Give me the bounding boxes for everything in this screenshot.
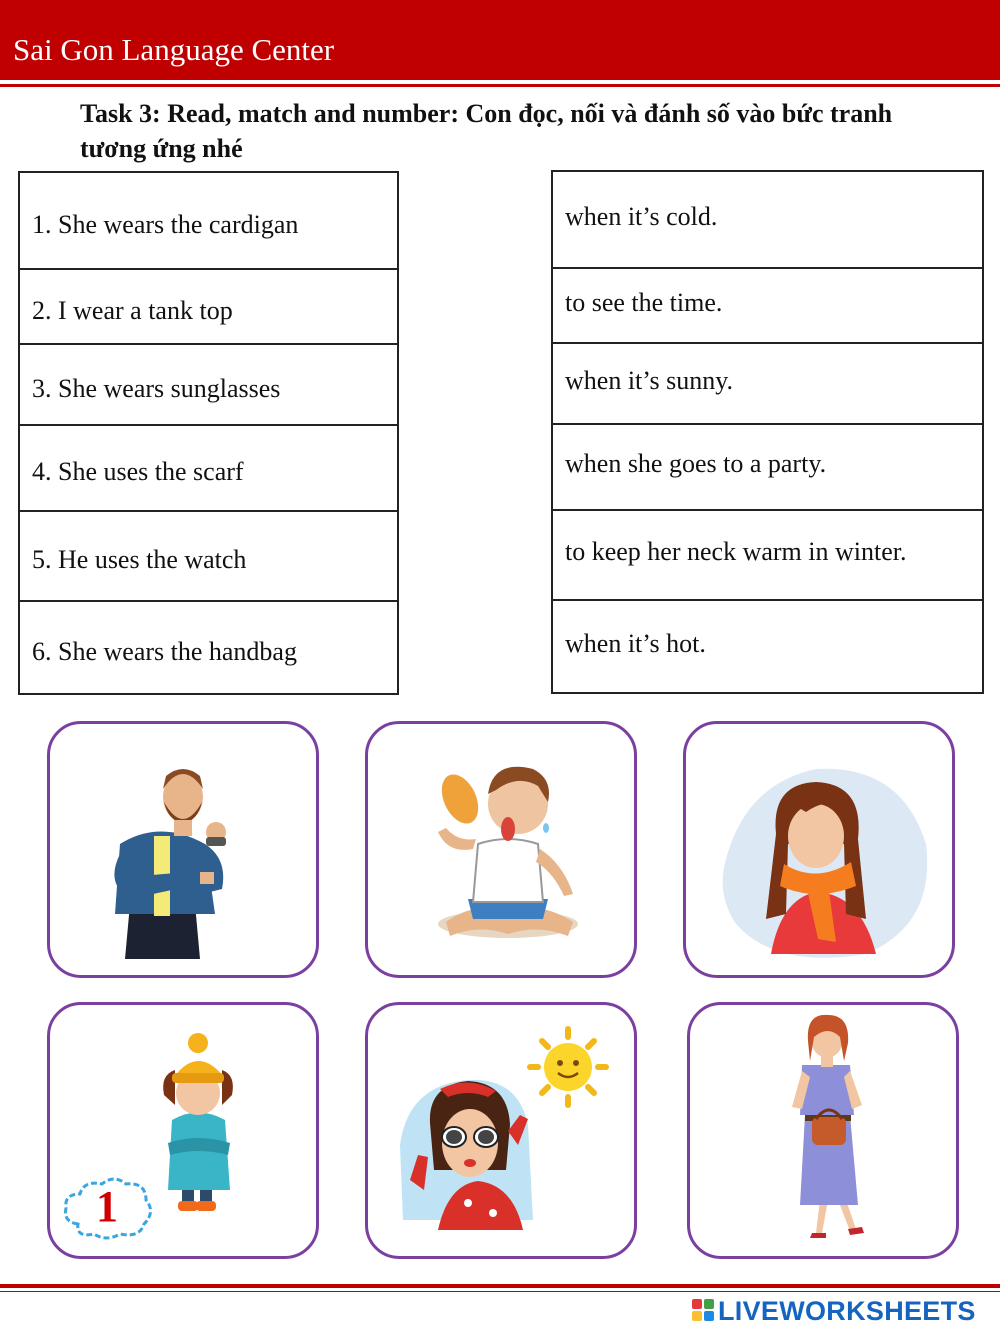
header-bar — [0, 0, 1000, 80]
footer-divider — [0, 1284, 1000, 1288]
example-answer-number: 1 — [96, 1182, 118, 1231]
sentence-end-table — [551, 170, 984, 694]
sentence-end-5[interactable]: to keep her neck warm in winter. — [552, 510, 983, 600]
liveworksheets-logo-icon — [692, 1299, 714, 1321]
sentence-start-2[interactable]: 2. I wear a tank top — [19, 269, 398, 344]
footer-divider-thin — [0, 1291, 1000, 1292]
picture-card-1[interactable] — [47, 721, 319, 978]
sentence-start-3[interactable]: 3. She wears sunglasses — [19, 344, 398, 425]
hot-boy-fanning-picture — [368, 724, 637, 978]
sentence-start-5[interactable]: 5. He uses the watch — [19, 511, 398, 601]
sentence-start-6[interactable]: 6. She wears the handbag — [19, 601, 398, 694]
picture-card-6[interactable] — [687, 1002, 959, 1259]
sentence-start-1[interactable]: 1. She wears the cardigan — [19, 172, 398, 269]
sentence-end-6[interactable]: when it’s hot. — [552, 600, 983, 693]
example-answer-badge — [60, 1172, 154, 1242]
sentence-end-3[interactable]: when it’s sunny. — [552, 343, 983, 424]
liveworksheets-logo-text: LIVEWORKSHEETS — [718, 1296, 976, 1326]
sun-icon — [530, 1029, 606, 1105]
picture-card-5[interactable] — [365, 1002, 637, 1259]
sentence-start-4[interactable]: 4. She uses the scarf — [19, 425, 398, 511]
liveworksheets-logo[interactable] — [692, 1294, 992, 1328]
woman-with-sunglasses-and-sun-picture — [368, 1005, 637, 1259]
woman-with-scarf-picture — [686, 724, 955, 978]
sentence-end-4[interactable]: when she goes to a party. — [552, 424, 983, 510]
sentence-start-table — [18, 171, 399, 695]
sentence-end-2[interactable]: to see the time. — [552, 268, 983, 343]
man-checking-watch-picture — [50, 724, 319, 978]
center-name: Sai Gon Language Center — [13, 32, 335, 67]
sentence-end-1[interactable]: when it’s cold. — [552, 171, 983, 268]
task-title: Task 3: Read, match and number: Con đọc, nối và đánh số vào bức tranh tương ứng nhé — [80, 99, 893, 163]
picture-card-2[interactable] — [365, 721, 637, 978]
woman-with-handbag-picture — [690, 1005, 959, 1259]
header-divider — [0, 84, 1000, 87]
picture-card-3[interactable] — [683, 721, 955, 978]
